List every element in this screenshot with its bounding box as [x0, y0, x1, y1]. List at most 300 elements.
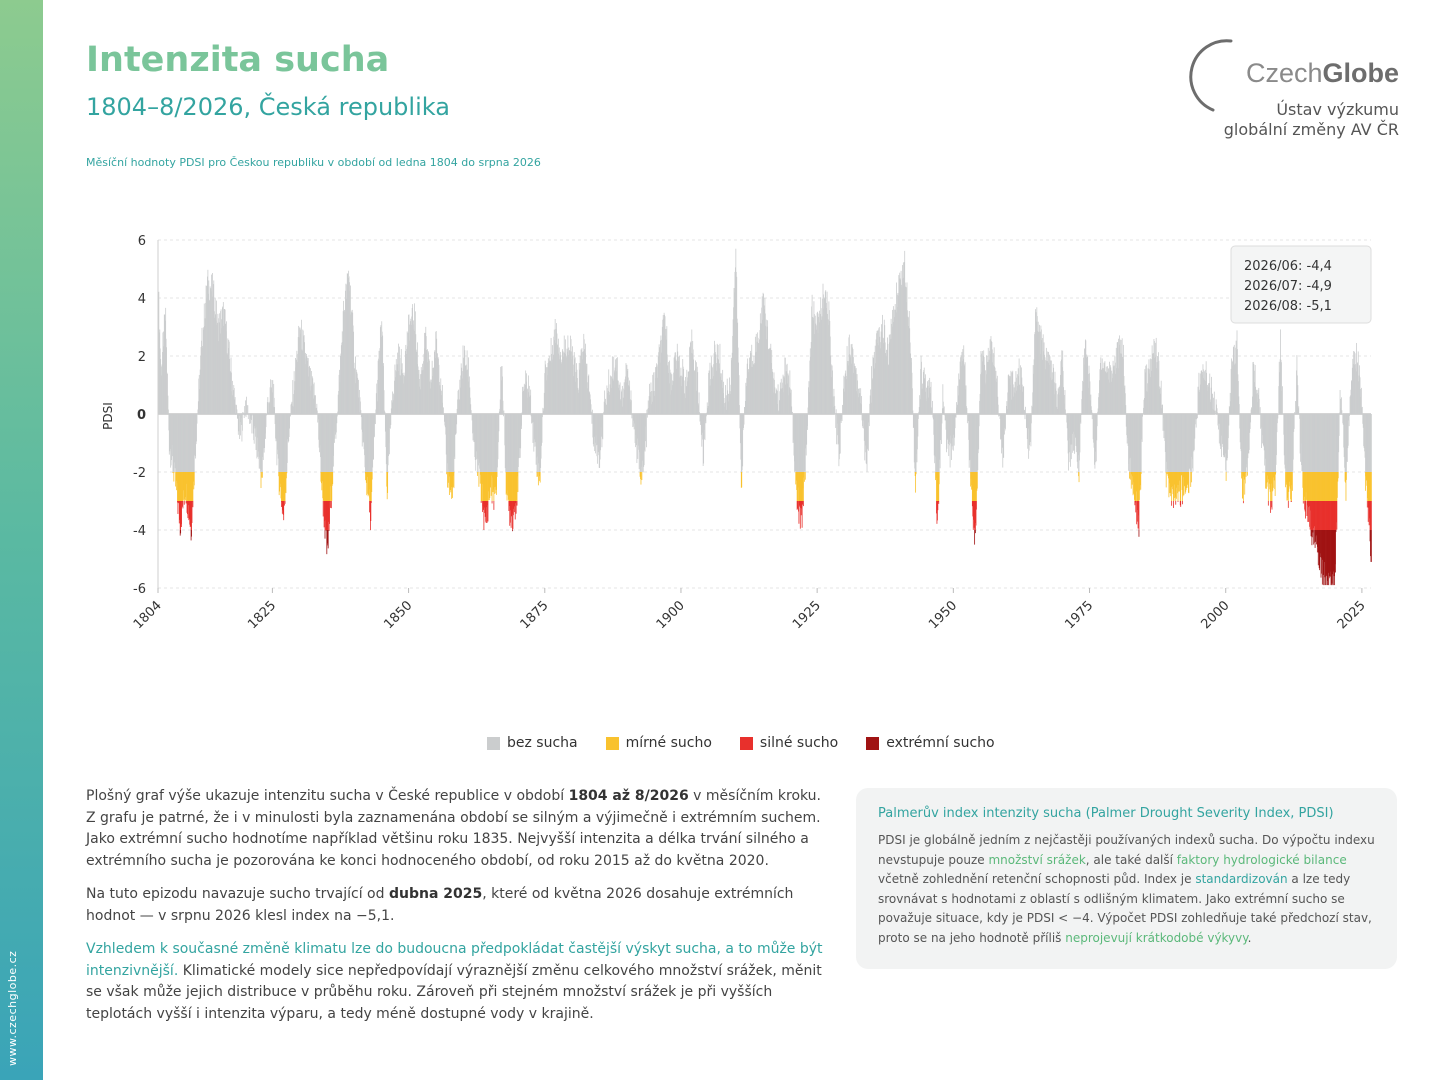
tooltip-line: 2026/08: -5,1 [1244, 299, 1332, 314]
pdsi-bar [744, 414, 745, 425]
pdsi-bar [247, 405, 248, 414]
pdsi-bar [706, 414, 707, 416]
pdsi-bar [1005, 414, 1006, 429]
pdsi-bar [329, 530, 330, 531]
chart-caption: Měsíční hodnoty PDSI pro Českou republiku v období od ledna 1804 do srpna 2026 [86, 156, 541, 169]
pdsi-bar [912, 388, 913, 414]
pdsi-bar [358, 380, 359, 414]
pdsi-bar [262, 472, 263, 478]
pdsi-bar [1175, 501, 1176, 505]
pdsi-bar [197, 414, 198, 424]
y-tick-label: 2 [137, 350, 146, 365]
paragraph-2 [86, 884, 826, 927]
pdsi-bar [325, 530, 326, 539]
pdsi-area [158, 249, 1372, 585]
pdsi-bar [641, 472, 642, 485]
pdsi-bar [967, 414, 968, 423]
pdsi-bar [1166, 472, 1167, 487]
paragraph-1 [86, 786, 826, 872]
pdsi-bar [1079, 472, 1080, 482]
page-subtitle: 1804–8/2026, Česká republika [86, 93, 450, 121]
pdsi-bar [1282, 414, 1283, 415]
pdsi-bar [1125, 405, 1126, 414]
tooltip-line: 2026/07: -4,9 [1244, 279, 1332, 294]
text-highlight: faktory hydrologické bilance [1176, 852, 1347, 867]
pdsi-bar [592, 410, 593, 414]
x-tick-label: 1925 [789, 598, 824, 633]
pdsi-bar [337, 414, 338, 416]
pdsi-bar [245, 400, 246, 414]
text-run: , ale také další [1085, 852, 1177, 867]
pdsi-bar [1305, 501, 1306, 519]
pdsi-bar [647, 414, 648, 418]
text-highlight: standardizován [1195, 872, 1288, 886]
pdsi-bar [371, 501, 372, 503]
x-tick-label: 1975 [1062, 598, 1097, 633]
pdsi-bar [492, 501, 493, 503]
pdsi-bar [739, 405, 740, 414]
pdsi-bar [1131, 472, 1132, 489]
x-tick-label: 2000 [1198, 598, 1233, 633]
pdsi-bar [835, 414, 836, 428]
text-run: v měsíčním kroku. Z grafu je patrné, že i v minulosti byla zaznamenána období se silným a výjimečně i extrémním suchem. Jako extrémní sucho hodnotíme například většinu roku 1835. Nejvyšší intenzita a délka trvání silného a extrémního sucha je pozorována ke konci hodnoceného období, od roku 2015 až do května 2020. [86, 788, 822, 869]
text-run: Plošný graf výše ukazuje intenzitu sucha v České republice v období [86, 788, 569, 804]
pdsi-bar [802, 501, 803, 505]
pdsi-bar [1339, 414, 1340, 436]
y-tick-label: 6 [137, 234, 146, 249]
logo-subtitle-line2: globální změny AV ČR [1223, 120, 1399, 139]
text-bold: 1804 až 8/2026 [568, 788, 689, 804]
pdsi-bar [1291, 501, 1292, 502]
chart-tooltip [1231, 246, 1371, 323]
pdsi-bar [603, 414, 604, 415]
pdsi-bar [540, 472, 541, 483]
pdsi-bar [360, 410, 361, 414]
pdsi-bar [245, 414, 246, 416]
legend-label: silné sucho [759, 735, 839, 751]
pdsi-bar [939, 472, 940, 484]
pdsi-bar [979, 414, 980, 426]
info-text [878, 831, 1375, 948]
pdsi-bar [916, 472, 917, 474]
pdsi-bar [974, 530, 975, 545]
pdsi-bar [1139, 501, 1140, 530]
pdsi-bar [804, 472, 805, 482]
pdsi-bar [290, 414, 291, 416]
pdsi-bar [631, 414, 632, 418]
pdsi-bar [975, 530, 976, 533]
pdsi-bar [244, 406, 245, 414]
pdsi-bar [515, 501, 516, 519]
pdsi-bar [521, 414, 522, 429]
x-tick-label: 1804 [130, 598, 165, 633]
pdsi-bar [283, 501, 284, 520]
pdsi-bar [631, 400, 632, 414]
pdsi-bar [442, 385, 443, 414]
pdsi-bar [1188, 472, 1189, 493]
pdsi-bar [328, 530, 329, 548]
legend-label: mírné sucho [625, 735, 712, 751]
pdsi-bar [192, 501, 193, 523]
pdsi-bar [332, 472, 333, 484]
pdsi-bar [1338, 472, 1339, 478]
pdsi-bar [1180, 472, 1181, 501]
pdsi-bar [448, 472, 449, 483]
pdsi-bar [967, 408, 968, 414]
pdsi-bar [181, 501, 182, 527]
pdsi-bar [503, 411, 504, 414]
pdsi-bar [1336, 530, 1337, 532]
pdsi-bar [1239, 404, 1240, 414]
pdsi-bar [998, 405, 999, 414]
pdsi-bar [183, 501, 184, 508]
paragraph-3 [86, 939, 826, 1025]
legend-label: bez sucha [507, 735, 578, 751]
pdsi-bar [477, 472, 478, 476]
pdsi-bar [471, 413, 472, 414]
pdsi-bar [1371, 472, 1372, 501]
pdsi-bar [454, 472, 455, 488]
pdsi-bar [1250, 414, 1251, 422]
legend-swatch [740, 737, 753, 750]
pdsi-bar [369, 501, 370, 512]
pdsi-bar [488, 501, 489, 521]
text-highlight: množství srážek [988, 852, 1086, 867]
x-tick-label: 1950 [926, 598, 961, 633]
logo-name-bold: Globe [1322, 58, 1399, 88]
logo-wordmark [1246, 58, 1399, 89]
pdsi-bar [1135, 501, 1136, 512]
pdsi-bar [646, 414, 647, 447]
pdsi-bar [235, 397, 236, 414]
x-tick-label: 1900 [653, 598, 688, 633]
text-run: . [1247, 930, 1252, 945]
pdsi-bar [699, 412, 700, 414]
pdsi-bar [518, 472, 519, 492]
text-run: PDSI je globálně jedním z nejčastěji používaných indexů sucha. Do výpočtu indexu nevstupuje pouze [878, 833, 1375, 867]
pdsi-bar [977, 472, 978, 489]
pdsi-bar [932, 401, 933, 414]
chart-legend [487, 735, 995, 751]
pdsi-chart [0, 200, 1441, 660]
x-tick-label: 1850 [381, 598, 416, 633]
pdsi-bar [1298, 406, 1299, 414]
pdsi-bar [1367, 501, 1368, 507]
pdsi-bar [497, 472, 498, 477]
pdsi-bar [1091, 410, 1092, 414]
logo-subtitle-line1: Ústav výzkumu [1276, 100, 1399, 119]
pdsi-bar [242, 414, 243, 431]
pdsi-bar [918, 414, 919, 419]
pdsi-bar [807, 414, 808, 430]
pdsi-bar [1092, 413, 1093, 414]
pdsi-bar [1246, 472, 1247, 477]
pdsi-bar [1142, 414, 1143, 442]
pdsi-bar [1260, 407, 1261, 414]
pdsi-bar [1247, 472, 1248, 476]
pdsi-bar [370, 501, 371, 521]
pdsi-bar [1349, 414, 1350, 416]
pdsi-bar [1346, 472, 1347, 480]
pdsi-bar [1313, 530, 1314, 545]
pdsi-bar [1245, 472, 1246, 483]
pdsi-bar [591, 412, 592, 414]
pdsi-bar [317, 411, 318, 414]
pdsi-bar [956, 414, 957, 418]
pdsi-bar [244, 414, 245, 418]
pdsi-bar [592, 414, 593, 424]
tooltip-line: 2026/06: -4,4 [1244, 259, 1332, 274]
y-tick-label: -4 [133, 524, 146, 539]
pdsi-bar [268, 402, 269, 414]
pdsi-bar [235, 414, 236, 415]
pdsi-bar [243, 413, 244, 414]
pdsi-bar [193, 501, 194, 507]
pdsi-bar [1259, 399, 1260, 414]
pdsi-bar [1065, 414, 1066, 415]
pdsi-bar [530, 390, 531, 414]
pdsi-bar [1190, 472, 1191, 487]
pdsi-bar [1141, 472, 1142, 474]
legend-label: extrémní sucho [886, 735, 995, 751]
pdsi-bar [1283, 413, 1284, 414]
pdsi-bar [478, 472, 479, 487]
pdsi-bar [186, 501, 187, 503]
text-run: včetně zohlednění retenční schopnosti půd. Index je [878, 872, 1196, 886]
pdsi-bar [516, 501, 517, 514]
pdsi-bar [498, 414, 499, 431]
pdsi-bar [1277, 414, 1278, 418]
y-tick-label: -2 [133, 466, 146, 481]
pdsi-bar [944, 406, 945, 414]
pdsi-bar [266, 414, 267, 427]
pdsi-bar [503, 401, 504, 414]
pdsi-bar [537, 472, 538, 476]
pdsi-bar [1371, 414, 1372, 472]
pdsi-bar [261, 472, 262, 478]
pdsi-bar [1173, 501, 1174, 508]
pdsi-bar [1270, 501, 1271, 513]
pdsi-bar [1180, 501, 1181, 507]
pdsi-bar [331, 501, 332, 508]
pdsi-bar [456, 414, 457, 424]
pdsi-bar [1336, 501, 1337, 530]
pdsi-bar [443, 407, 444, 414]
text-bold: dubna 2025 [388, 886, 483, 902]
pdsi-bar [1226, 472, 1227, 481]
pdsi-bar [329, 501, 330, 524]
pdsi-bar [191, 530, 192, 537]
pdsi-bar [937, 501, 938, 510]
logo-name-light: Czech [1245, 58, 1323, 88]
pdsi-bar [493, 501, 494, 510]
pdsi-bar [1371, 501, 1372, 530]
pdsi-bar [1025, 407, 1026, 414]
pdsi-bar [1371, 530, 1372, 562]
pdsi-bar [1178, 501, 1179, 502]
legend-swatch [866, 737, 879, 750]
text-run: a lze tedy srovnávat s hodnotami z oblastí s odlišným klimatem. Jako extrémní sucho se považuje situace, kdy je PDSI < −4. Výpočet PDSI zohledňuje také předchozí stav, proto se na jeho hodnotě příliš [878, 872, 1372, 945]
website-url[interactable]: www.czechglobe.cz [6, 950, 19, 1066]
text-run: Na tuto epizodu navazuje sucho trvající od [86, 886, 389, 902]
pdsi-bar [699, 392, 700, 414]
pdsi-bar [372, 472, 373, 479]
pdsi-bar [194, 472, 195, 485]
pdsi-bar [834, 406, 835, 414]
logo-subtitle [1224, 100, 1399, 140]
pdsi-bar [805, 472, 806, 480]
pdsi-bar [384, 390, 385, 414]
y-axis-label: PDSI [101, 402, 115, 430]
legend-swatch [487, 737, 500, 750]
pdsi-bar [173, 472, 174, 482]
pdsi-bar [1303, 501, 1304, 504]
pdsi-bar [1130, 472, 1131, 480]
pdsi-bar [998, 414, 999, 416]
pdsi-bar [861, 396, 862, 414]
pdsi-bar [646, 410, 647, 414]
pdsi-bar [1217, 412, 1218, 414]
pdsi-bar [1097, 414, 1098, 426]
pdsi-bar [387, 472, 388, 493]
pdsi-bar [602, 414, 603, 439]
pdsi-bar [792, 412, 793, 414]
pdsi-bar [1243, 501, 1244, 503]
pdsi-bar [938, 501, 939, 504]
pdsi-bar [942, 414, 943, 423]
pdsi-bar [1275, 472, 1276, 474]
info-title: Palmerův index intenzity sucha (Palmer Drought Severity Index, PDSI) [878, 806, 1334, 821]
pdsi-bar [1292, 472, 1293, 491]
pdsi-bar [1197, 413, 1198, 414]
page-title: Intenzita sucha [86, 40, 390, 80]
pdsi-bar [1129, 472, 1130, 479]
pdsi-bar [1282, 386, 1283, 414]
pdsi-bar [1191, 472, 1192, 482]
pdsi-bar [178, 501, 179, 514]
pdsi-bar [1025, 414, 1026, 419]
x-tick-label: 2025 [1334, 598, 1369, 633]
pdsi-bar [252, 414, 253, 433]
pdsi-bar [385, 412, 386, 414]
pdsi-bar [1139, 530, 1140, 537]
legend-item-extreme-drought [866, 735, 994, 751]
pdsi-bar [446, 472, 447, 474]
legend-item-severe-drought [740, 735, 838, 751]
pdsi-bar [842, 414, 843, 421]
pdsi-bar [246, 414, 247, 417]
y-tick-label: 0 [136, 408, 146, 423]
pdsi-bar [778, 384, 779, 414]
pdsi-bar [168, 410, 169, 414]
pdsi-bar [1288, 501, 1289, 508]
pdsi-bar [1335, 530, 1336, 572]
pdsi-bar [1080, 414, 1081, 424]
pdsi-bar [375, 414, 376, 424]
pdsi-bar [1196, 414, 1197, 419]
czechglobe-logo [1189, 38, 1399, 148]
pdsi-bar [1024, 410, 1025, 414]
pdsi-bar [517, 501, 518, 506]
pdsi-bar [976, 501, 977, 510]
pdsi-bar [1092, 414, 1093, 419]
pdsi-bar [1275, 472, 1276, 496]
legend-item-no-drought [487, 735, 578, 751]
pdsi-bar [323, 501, 324, 516]
text-run: , které od května 2026 dosahuje extrémních hodnot — v srpnu 2026 klesl index na −5,1. [86, 886, 794, 924]
x-tick-label: 1825 [245, 598, 280, 633]
pdsi-bar [912, 410, 913, 414]
pdsi-info-box [856, 788, 1397, 969]
pdsi-bar [791, 406, 792, 414]
pdsi-bar [836, 409, 837, 414]
pdsi-bar [281, 501, 282, 507]
pdsi-bar [1182, 501, 1183, 504]
description-text [86, 786, 826, 1037]
pdsi-bar [803, 501, 804, 506]
pdsi-bar [542, 414, 543, 443]
pdsi-bar [1294, 414, 1295, 429]
pdsi-bar [1312, 530, 1313, 532]
pdsi-bar [797, 501, 798, 509]
pdsi-bar [274, 407, 275, 414]
text-highlight: neprojevují krátkodobé výkyvy [1065, 930, 1248, 945]
pdsi-bar [1272, 501, 1273, 510]
text-highlight: Vzhledem k současné změně klimatu lze do budoucna předpokládat častější výskyt sucha, a to může být intenzivnější. [86, 941, 823, 979]
pdsi-bar [238, 414, 239, 431]
pdsi-bar [503, 414, 504, 416]
pdsi-bar [1140, 472, 1141, 490]
pdsi-bar [1171, 501, 1172, 506]
pdsi-bar [1294, 412, 1295, 414]
pdsi-bar [512, 530, 513, 531]
pdsi-bar [481, 501, 482, 503]
pdsi-bar [1341, 410, 1342, 414]
pdsi-bar [538, 472, 539, 485]
pdsi-bar [869, 414, 870, 426]
legend-swatch [606, 737, 619, 750]
pdsi-bar [266, 414, 267, 415]
pdsi-bar [802, 501, 803, 528]
pdsi-bar [1241, 472, 1242, 478]
pdsi-bar [1268, 501, 1269, 506]
pdsi-bar [1215, 411, 1216, 414]
y-tick-label: 4 [137, 292, 146, 307]
pdsi-bar [1081, 414, 1082, 415]
pdsi-bar [1065, 409, 1066, 414]
pdsi-bar [237, 409, 238, 414]
text-run: Klimatické modely sice nepředpovídají výraznější změnu celkového množství srážek, měnit se však může jejich distribuce v průběhu roku. Zároveň při stejném množství srážek je při vyšších teplotách vyšší i intenzita výparu, a tedy méně dostupné vody v krajině. [86, 962, 822, 1022]
pdsi-bar [542, 414, 543, 417]
x-tick-label: 1875 [517, 598, 552, 633]
pdsi-bar [247, 405, 248, 414]
pdsi-bar [915, 472, 916, 493]
pdsi-bar [286, 472, 287, 473]
pdsi-bar [1162, 405, 1163, 414]
pdsi-bar [641, 472, 642, 480]
pdsi-bar [1362, 407, 1363, 414]
pdsi-bar [173, 472, 174, 473]
pdsi-bar [390, 414, 391, 425]
pdsi-bar [330, 501, 331, 508]
pdsi-bar [1167, 472, 1168, 474]
legend-item-mild-drought [606, 735, 712, 751]
y-tick-label: -6 [133, 582, 146, 597]
pdsi-bar [1031, 414, 1032, 423]
pdsi-bar [741, 472, 742, 487]
pdsi-bar [1197, 414, 1198, 418]
pdsi-bar [184, 501, 185, 505]
